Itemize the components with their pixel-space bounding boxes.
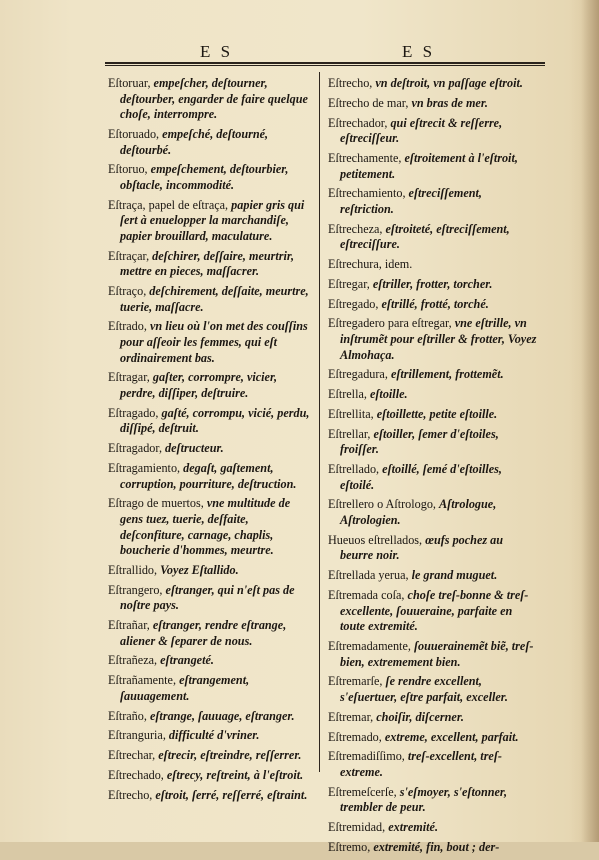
entry-definition: vne multitude de gens tuez, tuerie, deſfaite, deſconfiture, carnage, chaplis, boucherie d'hommes, meurtre. [120,496,291,558]
entry-definition: difficulté d'vriner. [168,728,260,743]
entry-headword: Eſtraño, [108,708,150,723]
entry-definition: empeſcher, deſtourner, deſtourber, engarder de faire quelque choſe, interrompre. [120,76,308,122]
entry-headword: Eſtragamiento, [108,460,184,475]
entry-headword: Eſtrañamente, [108,673,180,688]
entry-headword: Eſtrellada yerua, [328,568,412,583]
entry-definition: deſtructeur. [165,441,224,456]
entry-definition: eſtroit, ſerré, reſſerré, eſtraint. [155,787,308,802]
dictionary-entry [108,583,313,614]
entry-definition: qui eſtrecit & reſſerre, eſtreciſſeur. [340,115,503,146]
entry-headword: Eſtregadero para eſtregar, [328,316,455,331]
entry-headword: Eſtrangero, [108,582,166,597]
entry-definition: eſtrillé, frotté, torché. [381,296,489,311]
entry-headword: Eſtremadiſſimo, [328,749,408,764]
dictionary-entry [328,277,538,293]
entry-headword: Eſtrechador, [328,115,391,130]
dictionary-entry [108,788,313,804]
dictionary-entry [328,316,538,363]
entry-headword: Eſtragar, [108,370,153,385]
dictionary-entry [108,709,313,725]
entry-definition: eſtoille. [369,387,408,402]
dictionary-entry [108,748,313,764]
dictionary-entry [328,588,538,635]
dictionary-entry [108,653,313,669]
entry-headword: Eſtrecho de mar, [328,95,412,110]
left-column [108,76,313,807]
entry-definition: extreme, excellent, parfait. [384,729,519,744]
dictionary-entry [108,728,313,744]
entry-definition: ſouuerainemẽt biẽ, treſ-bien, extremement bien. [340,638,534,669]
entry-definition: Voyez Eſtallido. [160,562,239,577]
dictionary-entry [328,568,538,584]
entry-definition: Aſtrologue, Aſtrologien. [340,497,497,528]
entry-definition: vn bras de mer. [411,95,488,110]
entry-definition: treſ-excellent, treſ-extreme. [340,749,502,779]
dictionary-entry [108,162,313,193]
dictionary-entry [328,297,538,313]
entry-definition: degaſt, gaſtement, corruption, pourriture, deſtruction. [120,460,297,491]
dictionary-entry [328,820,538,836]
entry-definition: eſtreciſſement, reſtriction. [340,186,482,216]
entry-headword: Eſtremeſcerſe, [328,784,400,799]
entry-definition: extremité. [388,820,438,835]
entry-definition: choſe treſ-bonne & treſ-excellente, ſouueraine, parfaite en toute extremité. [340,588,529,634]
entry-headword: Eſtremar, [328,709,377,724]
dictionary-entry [108,249,313,280]
entry-headword: Eſtrechar, [108,748,159,763]
entry-definition: eſtrangement, ſauuagement. [120,673,250,703]
right-column [328,76,538,860]
entry-headword: Eſtrañar, [108,618,153,633]
entry-definition: œufs pochez au beurre noir. [340,532,504,563]
entry-definition: eſtoillette, petite eſtoille. [376,406,498,421]
running-header [105,42,545,68]
dictionary-entry [328,151,538,182]
entry-definition: eſtrillement, frottemẽt. [390,367,504,382]
dictionary-entry [328,840,538,856]
entry-definition: vne eſtrille, vn inſtrumẽt pour eſtriller & frotter, Voyez Almohaça. [340,316,537,362]
entry-definition: gaſté, corrompu, vicié, perdu, diſſipé, deſtruit. [120,405,310,436]
dictionary-entry [108,370,313,401]
page-edge-shadow [581,0,599,842]
column-divider [319,72,320,772]
entry-definition: empeſché, deſtourné, deſtourbé. [120,126,269,157]
entry-headword: Eſtragador, [108,441,166,456]
entry-definition: le grand muguet. [411,568,498,583]
entry-definition: eſtroitement à l'eſtroit, petitement. [340,150,518,181]
dictionary-entry [108,618,313,649]
entry-headword: Eſtremo, [328,839,374,854]
dictionary-entry [108,406,313,437]
dictionary-entry [108,319,313,366]
dictionary-entry [328,749,538,780]
dictionary-entry [328,407,538,423]
entry-headword: Eſtraçar, [108,248,153,263]
entry-definition: choiſir, diſcerner. [376,709,464,724]
entry-headword: Eſtrellado, [328,462,383,477]
entry-definition: eſtroiteté, eſtreciſſement, eſtreciſſure. [340,221,510,252]
entry-headword: Eſtranguria, [108,728,169,743]
entry-headword: Eſtrellar, [328,426,374,441]
dictionary-entry [328,186,538,217]
dictionary-entry [328,639,538,670]
entry-headword: Eſtrechado, [108,767,167,782]
entry-definition: papier gris qui ſert à enuelopper la marchandiſe, papier brouillard, maculature. [120,197,305,243]
entry-definition: empeſchement, deſtourbier, obſtacle, incommodité. [120,162,289,192]
entry-headword: Eſtrallido, [108,562,161,577]
header-rule-thin [105,65,545,66]
entry-headword: Eſtrado, [108,319,150,334]
dictionary-entry [108,496,313,558]
entry-definition: s'eſmoyer, s'eſtonner, trembler de peur. [340,784,508,815]
entry-headword: Eſtrella, [328,387,370,402]
entry-headword: Eſtregar, [328,276,373,291]
entry-headword: Eſtregado, [328,296,382,311]
entry-headword: Eſtremado, [328,729,385,744]
dictionary-entry [328,427,538,458]
dictionary-entry [328,76,538,92]
entry-headword: Eſtrecheza, [328,221,386,236]
dictionary-entry [328,222,538,253]
entry-headword: Eſtrechamente, [328,150,405,165]
entry-definition: eſtranger, rendre eſtrange, aliener & ſeparer de nous. [120,618,287,648]
dictionary-entry [328,116,538,147]
entry-headword: Eſtraço, [108,284,150,299]
dictionary-entry [108,563,313,579]
entry-definition: eſtranger, qui n'eſt pas de noſtre pays. [120,582,295,613]
dictionary-entry [108,76,313,123]
dictionary-entry [328,367,538,383]
dictionary-entry [108,441,313,457]
entry-headword: Hueuos eſtrellados, [328,532,426,547]
header-left-letters: E S [200,42,234,61]
entry-headword: Eſtrellita, [328,406,377,421]
entry-headword: Eſtrechura, idem. [328,257,413,272]
dictionary-entry [328,710,538,726]
dictionary-entry [108,284,313,315]
entry-headword: Eſtrellero o Aſtrologo, [328,497,440,512]
entry-headword: Eſtremadamente, [328,638,414,653]
entry-definition: vn deſtroit, vn paſſage eſtroit. [375,76,523,90]
entry-headword: Eſtoruado, [108,126,163,141]
entry-headword: Eſtraça, papel de eſtraça, [108,197,232,212]
dictionary-entry [328,462,538,493]
entry-definition: eſtrecir, eſtreindre, reſſerrer. [158,748,302,763]
dictionary-entry [328,497,538,528]
dictionary-entry [328,785,538,816]
dictionary-entry [108,768,313,784]
entry-definition: eſtriller, frotter, torcher. [372,276,493,291]
entry-headword: Eſtrecho, [108,787,156,802]
entry-headword: Eſtremidad, [328,820,389,835]
dictionary-entry [328,387,538,403]
dictionary-entry [328,96,538,112]
dictionary-entry [108,673,313,704]
dictionary-entry [328,730,538,746]
dictionary-entry [108,461,313,492]
dictionary-entry [328,533,538,564]
dictionary-entry [108,127,313,158]
entry-definition: gaſter, corrompre, vicier, perdre, diſſiper, deſtruire. [120,370,278,400]
dictionary-entry [108,198,313,245]
entry-definition: eſtrangeté. [160,653,214,668]
entry-definition: ſe rendre excellent, s'eſuertuer, eſtre parfait, exceller. [340,674,508,704]
entry-headword: Eſtragado, [108,405,162,420]
entry-headword: Eſtregadura, [328,367,391,382]
header-rule [105,62,545,64]
dictionary-entry [328,674,538,705]
entry-definition: eſtrecy, reſtreint, à l'eſtroit. [166,767,304,782]
entry-headword: Eſtrecho, [328,76,376,90]
entry-definition: eſtoiller, ſemer d'eſtoiles, froiſſer. [340,426,499,457]
entry-headword: Eſtremarſe, [328,674,386,689]
entry-definition: extremité, fin, bout ; der- [373,839,500,854]
entry-headword: Eſtoruo, [108,162,151,177]
entry-headword: Eſtoruar, [108,76,154,90]
entry-definition: eſtoillé, ſemé d'eſtoilles, eſtoilé. [340,462,502,492]
entry-definition: deſchirement, deſſaite, meurtre, tuerie, maſſacre. [120,284,309,314]
entry-headword: Eſtrañeza, [108,653,161,668]
header-right-letters: E S [402,42,436,61]
entry-definition: deſchirer, deſſaire, meurtrir, mettre en pieces, maſſacrer. [120,248,295,279]
entry-headword: Eſtrechamiento, [328,186,409,201]
entry-definition: eſtrange, ſauuage, eſtranger. [149,708,295,723]
entry-definition: vn lieu où l'on met des couſſins pour aſſeoir les femmes, qui eſt ordinairement bas. [120,319,308,365]
dictionary-entry [328,257,538,273]
entry-headword: Eſtremada coſa, [328,588,408,602]
entry-headword: Eſtrago de muertos, [108,496,207,511]
